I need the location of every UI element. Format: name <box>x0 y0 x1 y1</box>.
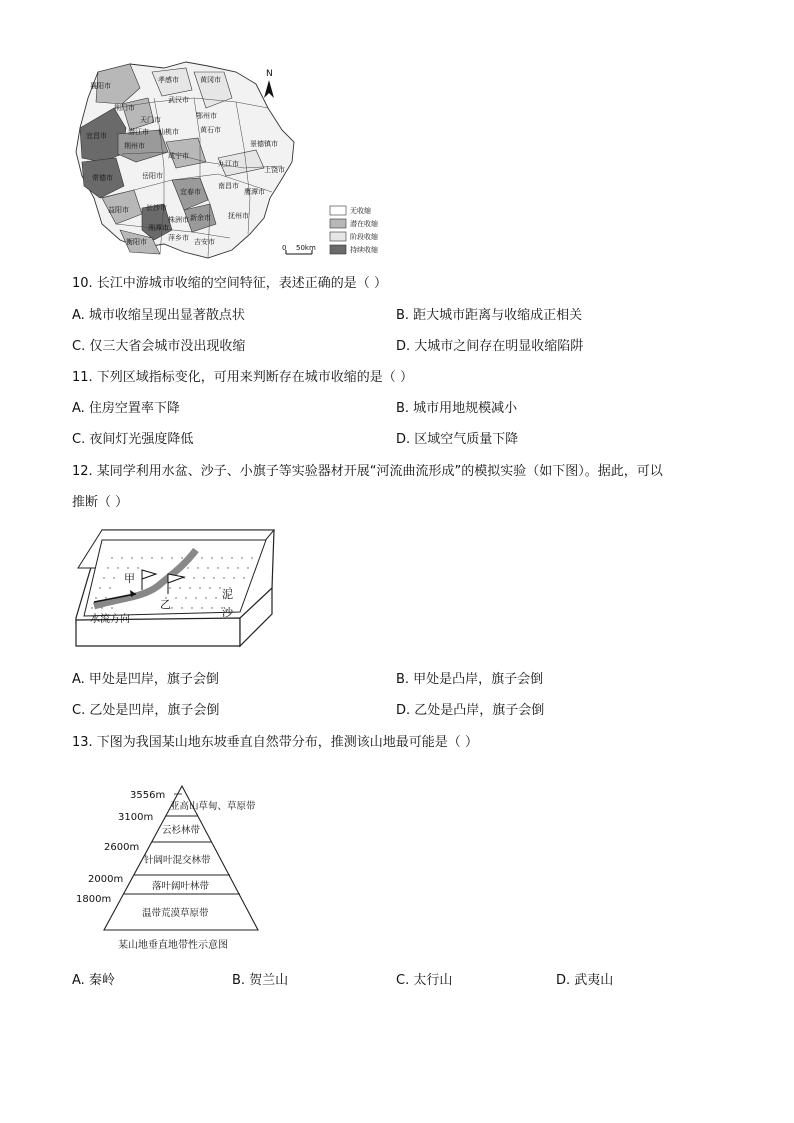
city-label: 咸宁市 <box>168 152 189 160</box>
river-meander-experiment-figure <box>72 528 278 652</box>
city-label: 衡阳市 <box>126 238 147 246</box>
legend-swatch <box>330 245 346 254</box>
question-12-stem-cont: 推断（ ） <box>72 495 129 510</box>
q12-option-d[interactable]: D. 乙处是凸岸，旗子会倒 <box>396 703 545 718</box>
city-label: 宜昌市 <box>86 132 107 140</box>
city-label: 上饶市 <box>264 166 285 174</box>
q11-option-a[interactable]: A. 住房空置率下降 <box>72 401 180 416</box>
q11-option-d[interactable]: D. 区域空气质量下降 <box>396 432 519 447</box>
q13-option-a[interactable]: A. 秦岭 <box>72 973 115 988</box>
legend-swatch <box>330 206 346 215</box>
belt-label: 云杉林带 <box>162 825 201 836</box>
svg-text:50km: 50km <box>296 244 316 252</box>
city-label: 武汉市 <box>168 96 189 104</box>
city-label: 株洲市 <box>168 216 189 224</box>
city-label: 益阳市 <box>108 206 129 214</box>
city-label: 新余市 <box>190 214 211 222</box>
q11-option-c[interactable]: C. 夜间灯光强度降低 <box>72 432 194 447</box>
label-flow-direction: 水流方向 <box>90 614 130 625</box>
svg-text:N: N <box>266 69 273 79</box>
q10-option-b[interactable]: B. 距大城市距离与收缩成正相关 <box>396 308 583 323</box>
q13-option-d[interactable]: D. 武夷山 <box>556 973 614 988</box>
q12-option-c[interactable]: C. 乙处是凹岸，旗子会倒 <box>72 703 220 718</box>
city-label: 吉安市 <box>194 238 215 246</box>
city-label: 襄阳市 <box>90 82 111 90</box>
belt-label: 亚高山草甸、草原带 <box>170 801 256 812</box>
svg-text:0: 0 <box>282 244 287 252</box>
legend-swatch <box>330 232 346 241</box>
q11-option-b[interactable]: B. 城市用地规模减小 <box>396 401 518 416</box>
city-label: 常德市 <box>92 174 113 182</box>
q10-option-d[interactable]: D. 大城市之间存在明显收缩陷阱 <box>396 339 584 354</box>
city-label: 湘潭市 <box>148 224 169 232</box>
city-label: 九江市 <box>218 160 239 168</box>
city-label: 荆门市 <box>114 104 135 112</box>
label-jia: 甲 <box>124 572 135 585</box>
city-label: 抚州市 <box>228 212 249 220</box>
city-label: 宜春市 <box>180 188 201 196</box>
figure-caption: 某山地垂直地带性示意图 <box>118 940 228 951</box>
q10-option-a[interactable]: A. 城市收缩呈现出显著散点状 <box>72 308 245 323</box>
city-label: 黄石市 <box>200 126 221 134</box>
city-label: 鄂州市 <box>196 112 217 120</box>
city-label: 长沙市 <box>146 204 167 212</box>
scale-bar <box>282 244 316 254</box>
belt-label: 温带荒漠草原带 <box>142 908 209 919</box>
label-ni: 泥 <box>222 588 233 601</box>
city-label: 萍乡市 <box>168 234 189 242</box>
map-legend <box>330 206 378 254</box>
city-label: 景德镇市 <box>250 140 278 148</box>
altitude-label: 2000m <box>88 874 124 885</box>
q12-option-b[interactable]: B. 甲处是凸岸，旗子会倒 <box>396 672 544 687</box>
city-label: 黄冈市 <box>200 76 221 84</box>
north-arrow-icon <box>264 69 274 98</box>
city-label: 鹰潭市 <box>244 188 265 196</box>
question-12-stem: 12. 某同学利用水盆、沙子、小旗子等实验器材开展“河流曲流形成”的模拟实验（如下图）。据此，可以 <box>72 464 663 479</box>
city-label: 荆州市 <box>124 142 145 150</box>
belt-label: 落叶阔叶林带 <box>152 881 210 892</box>
vertical-zonation-pyramid-figure <box>72 778 292 956</box>
question-13-stem: 13. 下图为我国某山地东坡垂直自然带分布，推测该山地最可能是（ ） <box>72 735 478 750</box>
label-sha: 沙 <box>222 606 233 619</box>
shrinking-cities-map <box>68 58 378 268</box>
altitude-label: 3556m <box>130 790 166 801</box>
legend-label: 潜在收缩 <box>350 220 378 228</box>
city-label: 孝感市 <box>158 76 179 84</box>
q13-option-c[interactable]: C. 太行山 <box>396 973 453 988</box>
city-label: 南昌市 <box>218 182 239 190</box>
legend-label: 持续收缩 <box>350 246 378 254</box>
altitude-label: 3100m <box>118 812 154 823</box>
legend-label: 阶段收缩 <box>350 233 378 241</box>
legend-swatch <box>330 219 346 228</box>
q13-option-b[interactable]: B. 贺兰山 <box>232 973 289 988</box>
belt-label: 针阔叶混交林带 <box>144 855 211 866</box>
city-label: 岳阳市 <box>142 172 163 180</box>
city-label: 仙桃市 <box>158 128 179 136</box>
legend-label: 无收缩 <box>350 207 371 215</box>
q10-option-c[interactable]: C. 仅三大省会城市没出现收缩 <box>72 339 246 354</box>
altitude-label: 2600m <box>104 842 140 853</box>
label-yi: 乙 <box>160 598 171 611</box>
question-11-stem: 11. 下列区域指标变化，可用来判断存在城市收缩的是（ ） <box>72 370 413 385</box>
city-label: 天门市 <box>140 116 161 124</box>
question-10-stem: 10. 长江中游城市收缩的空间特征，表述正确的是（ ） <box>72 276 387 291</box>
altitude-label: 1800m <box>76 894 112 905</box>
city-label: 潜江市 <box>128 128 149 136</box>
q12-option-a[interactable]: A. 甲处是凹岸，旗子会倒 <box>72 672 219 687</box>
